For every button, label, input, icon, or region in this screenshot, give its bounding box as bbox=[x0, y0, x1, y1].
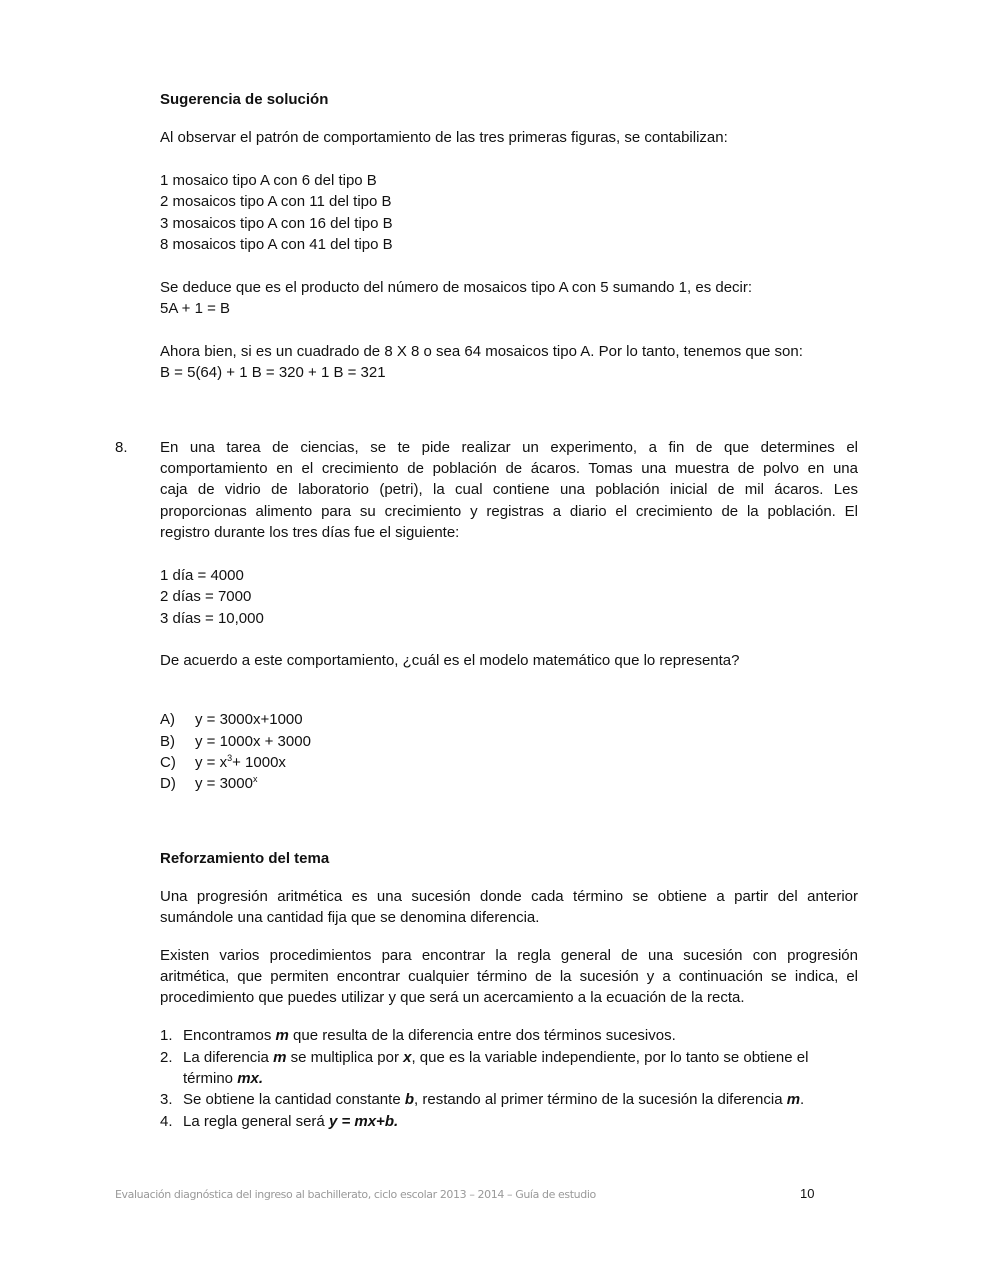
option-letter: B) bbox=[160, 733, 175, 750]
footer-text: Evaluación diagnóstica del ingreso al bachillerato, ciclo escolar 2013 – 2014 – Guía de estudio bbox=[115, 1188, 596, 1201]
seg: se multiplica por bbox=[286, 1049, 404, 1066]
step-1 bbox=[160, 1026, 676, 1046]
seg: que resulta de la diferencia entre dos términos sucesivos. bbox=[288, 1027, 676, 1044]
option-text: y = 3000 bbox=[195, 775, 253, 792]
paragraph-line: Existen varios procedimientos para encontrar la regla general de una sucesión con progresión bbox=[160, 947, 858, 964]
solution-heading: Sugerencia de solución bbox=[160, 91, 329, 108]
exponent: 3 bbox=[227, 753, 233, 763]
record: 1 día = 4000 bbox=[160, 567, 244, 584]
step-number: 3. bbox=[160, 1091, 173, 1108]
step-2-cont bbox=[183, 1069, 263, 1089]
step-number: 2. bbox=[160, 1049, 173, 1066]
seg: término bbox=[183, 1070, 238, 1087]
solution-intro: Al observar el patrón de comportamiento de las tres primeras figuras, se contabilizan: bbox=[160, 129, 728, 146]
seg: . bbox=[800, 1091, 805, 1108]
seg: La regla general será bbox=[183, 1113, 329, 1130]
seg: Se obtiene la cantidad constante bbox=[183, 1091, 405, 1108]
step-4 bbox=[160, 1112, 398, 1132]
option-d bbox=[160, 774, 257, 794]
seg-emph: m bbox=[786, 1091, 801, 1108]
question-line: comportamiento en el crecimiento de población de ácaros. Tomas una muestra de polvo en una bbox=[160, 460, 858, 477]
reinforcement-heading: Reforzamiento del tema bbox=[160, 850, 330, 867]
paragraph-line: Una progresión aritmética es una sucesión donde cada término se obtiene a partir del anterior bbox=[160, 888, 858, 905]
exponent: x bbox=[252, 774, 258, 784]
question-line: proporcionas alimento para su crecimiento y registras a diario el crecimiento de la población. El bbox=[160, 503, 858, 520]
seg: , restando al primer término de la sucesión la diferencia bbox=[414, 1091, 787, 1108]
option-letter: C) bbox=[160, 754, 176, 771]
question-line: caja de vidrio de laboratorio (petri), la cual contiene una población inicial de mil ácaros. Les bbox=[160, 481, 858, 498]
option-text: y = x bbox=[195, 754, 228, 771]
seg: Encontramos bbox=[183, 1027, 276, 1044]
count-line: 2 mosaicos tipo A con 11 del tipo B bbox=[160, 193, 392, 210]
step-3 bbox=[160, 1090, 804, 1110]
option-letter: A) bbox=[160, 711, 175, 728]
question-number: 8. bbox=[115, 439, 128, 456]
option-text-after: + 1000x bbox=[232, 754, 286, 771]
deduce-text: Se deduce que es el producto del número de mosaicos tipo A con 5 sumando 1, es decir: bbox=[160, 279, 753, 296]
seg-emph: mx. bbox=[237, 1070, 264, 1087]
option-text: y = 1000x + 3000 bbox=[195, 733, 311, 750]
paragraph-line: procedimiento que puedes utilizar y que será un acercamiento a la ecuación de la recta. bbox=[160, 989, 745, 1006]
seg-emph: m bbox=[273, 1049, 287, 1066]
step-2 bbox=[160, 1048, 858, 1068]
seg-emph: m bbox=[275, 1027, 289, 1044]
now-text: Ahora bien, si es un cuadrado de 8 X 8 o sea 64 mosaicos tipo A. Por lo tanto, tenemos que son: bbox=[160, 343, 803, 360]
count-line: 3 mosaicos tipo A con 16 del tipo B bbox=[160, 215, 393, 232]
question-line: En una tarea de ciencias, se te pide realizar un experimento, a fin de que determines el bbox=[160, 439, 858, 456]
option-b bbox=[160, 732, 311, 752]
count-line: 8 mosaicos tipo A con 41 del tipo B bbox=[160, 236, 393, 253]
record: 2 días = 7000 bbox=[160, 588, 252, 605]
option-a bbox=[160, 710, 303, 730]
seg: La diferencia bbox=[183, 1049, 274, 1066]
paragraph-line: sumándole una cantidad fija que se denomina diferencia. bbox=[160, 909, 540, 926]
seg-emph: b bbox=[404, 1091, 415, 1108]
question-line: registro durante los tres días fue el siguiente: bbox=[160, 524, 460, 541]
record: 3 días = 10,000 bbox=[160, 610, 264, 627]
page-number: 10 bbox=[800, 1186, 815, 1201]
seg-emph: x bbox=[403, 1049, 412, 1066]
seg-emph: y = mx+b. bbox=[328, 1113, 399, 1130]
option-letter: D) bbox=[160, 775, 176, 792]
step-number: 4. bbox=[160, 1113, 173, 1130]
option-c bbox=[160, 753, 286, 773]
count-line: 1 mosaico tipo A con 6 del tipo B bbox=[160, 172, 377, 189]
paragraph-line: aritmética, que permiten encontrar cualquier término de la sucesión y a continuación se indica, el bbox=[160, 968, 858, 985]
question-prompt: De acuerdo a este comportamiento, ¿cuál es el modelo matemático que lo representa? bbox=[160, 652, 740, 669]
step-number: 1. bbox=[160, 1027, 173, 1044]
seg: , que es la variable independiente, por lo tanto se obtiene el bbox=[411, 1049, 809, 1066]
option-text: y = 3000x+1000 bbox=[195, 711, 303, 728]
formula: 5A + 1 = B bbox=[160, 300, 231, 317]
result: B = 5(64) + 1 B = 320 + 1 B = 321 bbox=[160, 364, 386, 381]
